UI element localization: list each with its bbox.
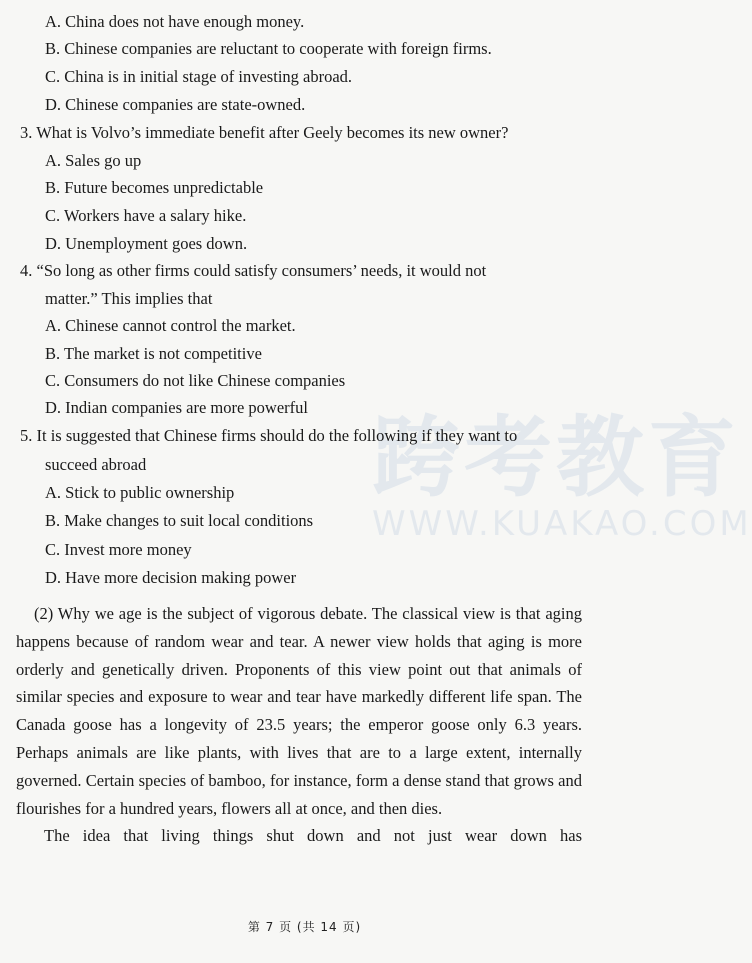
q5-option-c: C. Invest more money (45, 540, 192, 559)
q5-option-a: A. Stick to public ownership (45, 483, 235, 502)
q4-stem-line2: matter.” This implies that (45, 289, 213, 308)
watermark-logo-text: 跨考教育 (372, 406, 741, 509)
passage-2 (16, 600, 582, 850)
q3-option-d: D. Unemployment goes down. (45, 234, 248, 253)
q3-option-a: A. Sales go up (45, 151, 142, 170)
q2-option-c: C. China is in initial stage of investing abroad. (45, 67, 353, 86)
q5-option-b: B. Make changes to suit local conditions (45, 511, 314, 530)
q4-option-b: B. The market is not competitive (45, 344, 262, 363)
q5-option-d: D. Have more decision making power (45, 568, 297, 587)
q2-option-b: B. Chinese companies are reluctant to cooperate with foreign firms. (45, 39, 492, 58)
q2-option-d: D. Chinese companies are state-owned. (45, 95, 306, 114)
q5-stem-line2: succeed abroad (45, 455, 147, 474)
watermark-url: WWW.KUAKAO.COM (372, 504, 752, 544)
q4-option-a: A. Chinese cannot control the market. (45, 316, 296, 335)
passage-paragraph-1: (2) Why we age is the subject of vigorous debate. The classical view is that aging happens because of random wear and tear. A newer view holds that aging is more orderly and genetically driven. Proponents of this view point out that animals of similar species and exposure to wear and tear have markedly different life span. The Canada goose has a longevity of 23.5 years; the emperor goose only 6.3 years. Perhaps animals are like plants, with lives that are to a large extent, internally governed. Certain species of bamboo, for instance, form a dense stand that grows and flourishes for a hundred years, flowers all at once, and then dies. (16, 604, 582, 818)
page-number-footer: 第 7 页 (共 14 页) (247, 920, 362, 934)
q4-option-d: D. Indian companies are more powerful (45, 398, 308, 417)
q3-option-c: C. Workers have a salary hike. (45, 206, 247, 225)
q2-option-a: A. China does not have enough money. (45, 12, 305, 31)
q3-option-b: B. Future becomes unpredictable (45, 178, 264, 197)
q4-stem-line1: 4. “So long as other firms could satisfy consumers’ needs, it would not (20, 261, 487, 280)
q4-option-c: C. Consumers do not like Chinese companies (45, 371, 346, 390)
q3-stem: 3. What is Volvo’s immediate benefit after Geely becomes its new owner? (20, 123, 509, 142)
q5-stem-line1: 5. It is suggested that Chinese firms should do the following if they want to (20, 426, 518, 445)
passage-paragraph-2: The idea that living things shut down and not just wear down has (44, 826, 582, 846)
